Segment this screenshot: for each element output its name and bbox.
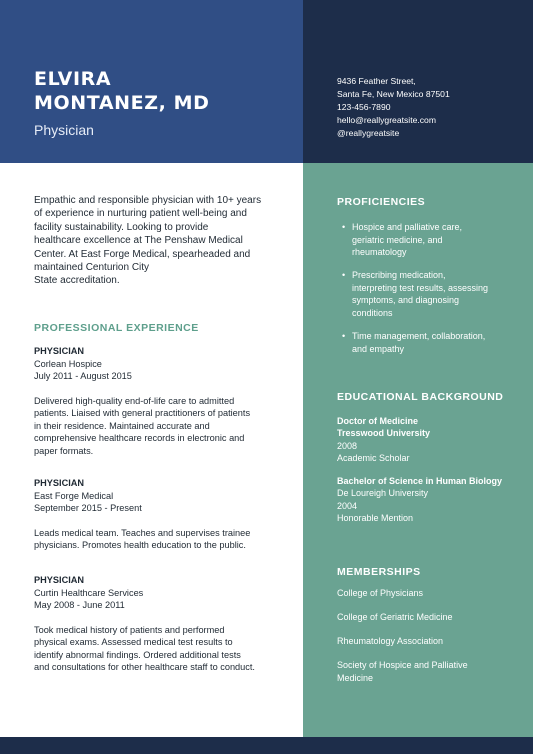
membership-line: Rheumatology Association: [337, 636, 444, 646]
job-description-line: paper formats.: [34, 445, 94, 456]
job-description: [34, 395, 279, 458]
job-description-line: in their residence. Maintained accurate and: [34, 420, 210, 431]
footer-bar: [0, 737, 533, 754]
proficiency-line: Time management, collaboration,: [352, 331, 486, 341]
proficiency-line: rheumatology: [352, 247, 407, 257]
education-entry: [337, 475, 522, 524]
bullet-icon: •: [342, 331, 346, 341]
contact-info: [337, 75, 527, 140]
job-description-line: comprehensive healthcare records in electronic and: [34, 433, 245, 443]
proficiency-line: interpreting test results, assessing: [352, 282, 489, 293]
school: Tresswood University: [337, 428, 431, 439]
summary-line: maintained Centurion City: [34, 262, 150, 274]
job-employer: East Forge Medical: [34, 490, 114, 501]
job-dates: May 2008 - June 2011: [34, 600, 125, 610]
summary-line: of experience in nurturing patient well-being and: [34, 208, 247, 220]
job-employer: Corlean Hospice: [34, 358, 102, 369]
job-dates: July 2011 - August 2015: [34, 371, 132, 381]
job-description-line: physical exams. Assessed medical test results to: [34, 637, 233, 647]
email-address: hello@reallygreatsite.com: [337, 115, 437, 125]
address-line-1: 9436 Feather Street,: [337, 76, 416, 86]
membership-item: [337, 659, 522, 684]
experience-entry: [34, 345, 279, 457]
experience-entry: [34, 477, 279, 552]
experience-entry: [34, 574, 279, 674]
membership-line: Medicine: [337, 672, 374, 683]
summary-line: Center. At East Forge Medical, spearheaded and: [34, 248, 251, 260]
job-description: [34, 624, 279, 674]
experience-heading: PROFESSIONAL EXPERIENCE: [34, 322, 199, 334]
proficiency-line: geriatric medicine, and: [352, 234, 443, 245]
proficiency-text: [352, 269, 522, 319]
candidate-name: [34, 67, 294, 115]
job-description-line: patients. Liaised with general practitioners of patients: [34, 408, 251, 418]
address-line-2: Santa Fe, New Mexico 87501: [337, 89, 450, 99]
graduation-year: 2008: [337, 440, 358, 451]
honor: Academic Scholar: [337, 452, 410, 463]
membership-line: Society of Hospice and Palliative: [337, 660, 468, 670]
summary-line: healthcare excellence at The Penshaw Medical: [34, 235, 243, 247]
job-description-line: Took medical history of patients and performed: [34, 624, 225, 635]
membership-item: [337, 635, 522, 648]
degree: Doctor of Medicine: [337, 416, 419, 426]
name-line-1: ELVIRA: [34, 68, 112, 90]
proficiency-line: and empathy: [352, 343, 405, 354]
job-employer: Curtin Healthcare Services: [34, 587, 144, 598]
summary-line: Empathic and responsible physician with 10+ years: [34, 195, 262, 206]
membership-line: College of Physicians: [337, 588, 424, 598]
school: De Loureigh University: [337, 488, 429, 499]
graduation-year: 2004: [337, 500, 358, 511]
proficiencies-heading: PROFICIENCIES: [337, 196, 426, 208]
job-description-line: and consultations for other healthcare staff to conduct.: [34, 662, 255, 672]
proficiency-line: conditions: [352, 307, 393, 318]
proficiency-text: [352, 221, 522, 259]
membership-item: [337, 587, 522, 600]
job-description: [34, 527, 279, 552]
job-dates: September 2015 - Present: [34, 503, 142, 513]
honor: Honorable Mention: [337, 512, 414, 523]
profile-summary: [34, 194, 279, 288]
phone-number: 123-456-7890: [337, 102, 391, 112]
job-title: PHYSICIAN: [34, 575, 85, 585]
proficiency-line: symptoms, and diagnosing: [352, 295, 460, 305]
job-description-line: identify abnormal findings. Ordered additional tests: [34, 649, 241, 660]
proficiency-text: [352, 330, 522, 355]
proficiency-line: Hospice and palliative care,: [352, 222, 463, 232]
degree: Bachelor of Science in Human Biology: [337, 476, 503, 486]
proficiency-line: Prescribing medication,: [352, 270, 446, 280]
job-title: PHYSICIAN: [34, 478, 85, 488]
bullet-icon: •: [342, 270, 346, 280]
job-description-line: Delivered high-quality end-of-life care to admitted: [34, 395, 235, 406]
name-line-2: MONTANEZ, MD: [34, 92, 210, 114]
job-description-line: Leads medical team. Teaches and supervises trainee: [34, 527, 251, 538]
summary-line: State accreditation.: [34, 275, 120, 287]
membership-line: College of Geriatric Medicine: [337, 612, 453, 622]
job-title: PHYSICIAN: [34, 346, 85, 356]
job-description-line: physicians. Promotes health education to the public.: [34, 540, 246, 550]
memberships-heading: MEMBERSHIPS: [337, 566, 421, 578]
summary-line: facility sustainability. Looking to provide: [34, 221, 209, 233]
bullet-icon: •: [342, 222, 346, 232]
social-handle: @reallygreatsite: [337, 128, 400, 138]
education-entry: [337, 415, 522, 464]
education-heading: EDUCATIONAL BACKGROUND: [337, 391, 504, 403]
job-role: Physician: [34, 122, 94, 138]
membership-item: [337, 611, 522, 624]
